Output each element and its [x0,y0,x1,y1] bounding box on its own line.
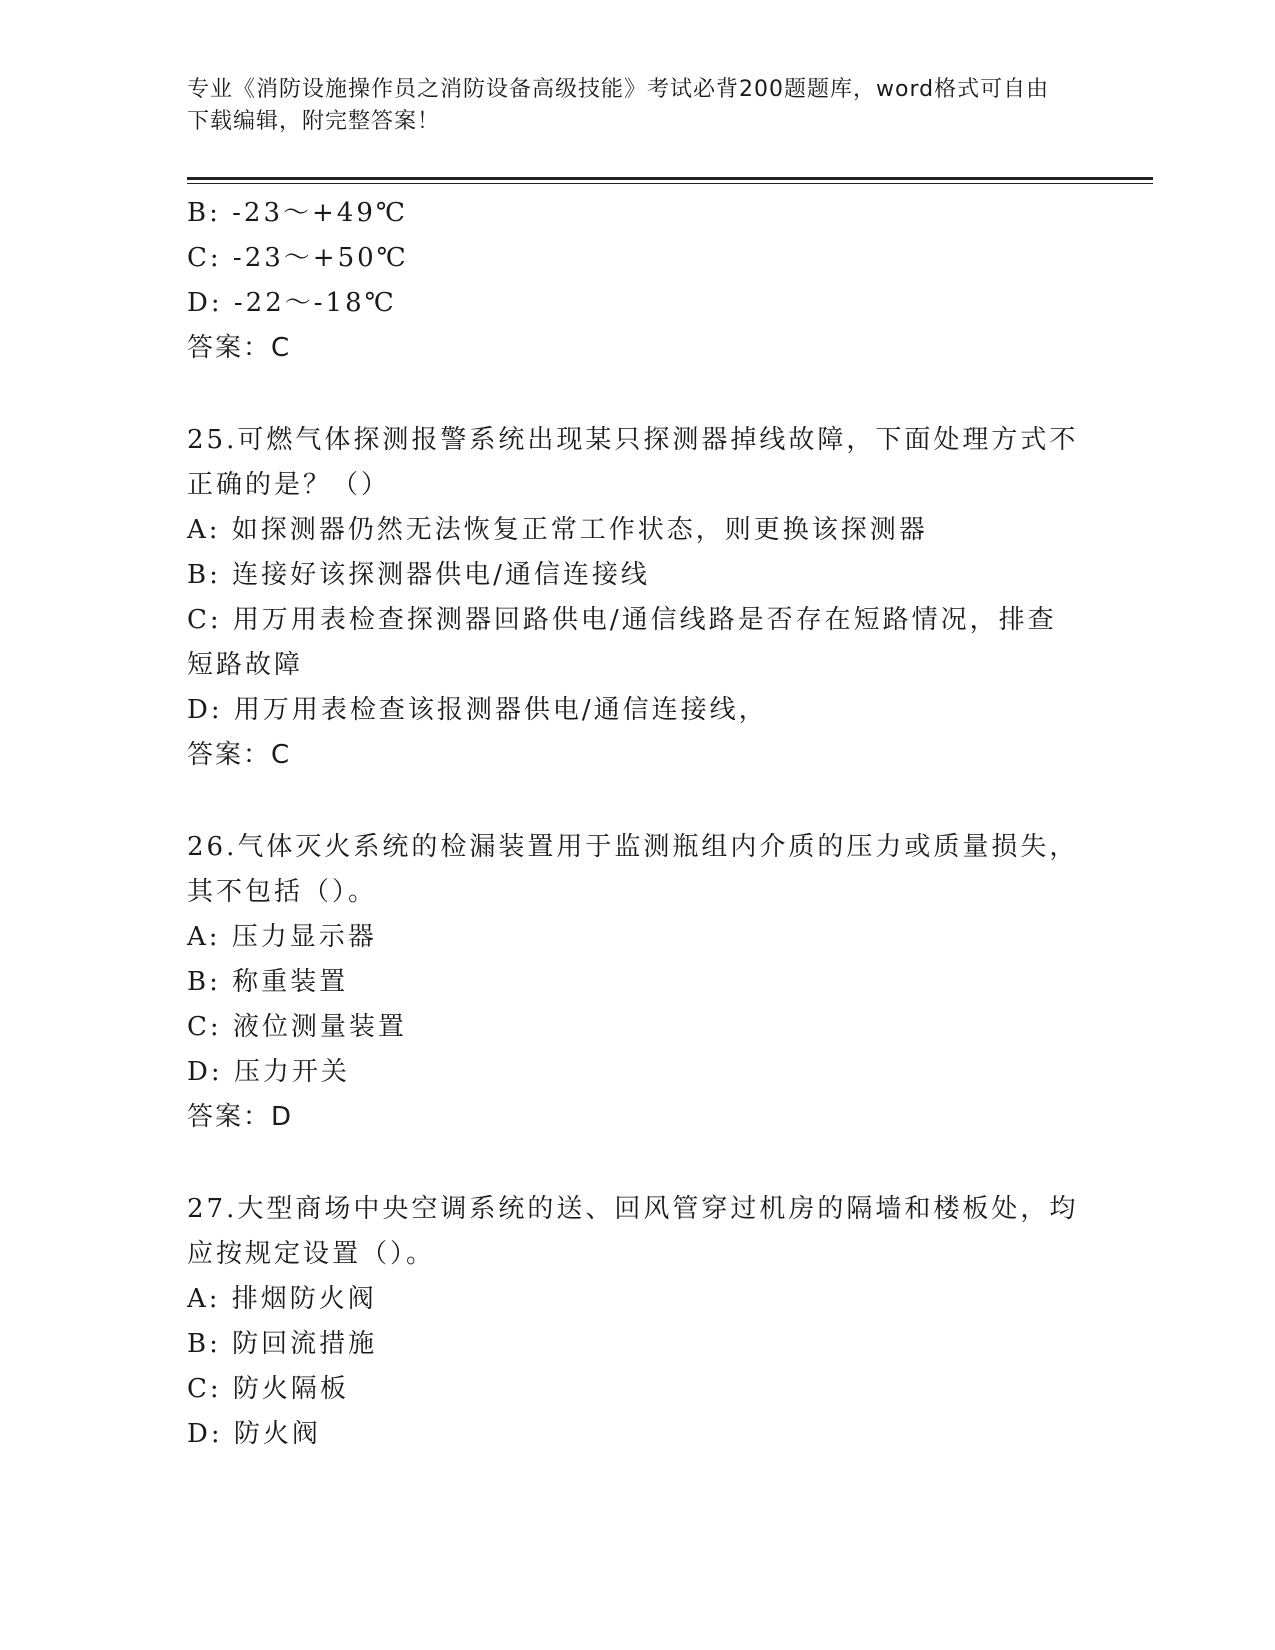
question-list [187,191,1087,1457]
option-d: D: 用万用表检查该报测器供电/通信连接线， [187,695,768,725]
question-stem: 25.可燃气体探测报警系统出现某只探测器掉线故障，下面处理方式不 [187,425,1079,455]
option-b: B: 连接好该探测器供电/通信连接线 [187,560,650,590]
header-divider-thick [187,177,1153,180]
option-d: D: 压力开关 [187,1057,350,1087]
option-a: A: 压力显示器 [187,922,377,952]
option-d: D: 防火阀 [187,1419,321,1449]
answer-line: 答案：D [187,1102,294,1132]
answer-line: 答案：C [187,740,292,770]
option-b: B: 防回流措施 [187,1329,378,1359]
option-c-cont: 短路故障 [187,650,304,680]
question-stem: 26.气体灭火系统的检漏装置用于监测瓶组内介质的压力或质量损失， [187,832,1079,862]
header-divider-thin [187,183,1153,184]
answer-line: 答案：C [187,333,292,363]
option-b: B: 称重装置 [187,967,349,997]
question-stem: 27.大型商场中央空调系统的送、回风管穿过机房的隔墙和楼板处，均 [187,1194,1079,1224]
option-d: D: -22～-18℃ [187,288,397,318]
question-stem-cont: 其不包括（）。 [187,877,378,907]
option-c: C: 液位测量装置 [187,1012,407,1042]
option-a: A: 如探测器仍然无法恢复正常工作状态，则更换该探测器 [187,515,928,545]
question-24-continued [187,191,1087,371]
option-b: B: -23～+49℃ [187,198,408,228]
question-stem-cont: 应按规定设置（）。 [187,1239,436,1269]
document-header: 专业《消防设施操作员之消防设备高级技能》考试必背200题题库，word格式可自由下载编辑，附完整答案！ [187,77,1050,134]
option-c: C: -23～+50℃ [187,243,409,273]
question-stem-cont: 正确的是？（） [187,470,391,500]
question-25 [187,418,1087,778]
option-a: A: 排烟防火阀 [187,1284,377,1314]
question-27 [187,1187,1087,1457]
option-c: C: 防火隔板 [187,1374,349,1404]
question-26 [187,825,1087,1140]
option-c: C: 用万用表检查探测器回路供电/通信线路是否存在短路情况，排查 [187,605,1057,635]
